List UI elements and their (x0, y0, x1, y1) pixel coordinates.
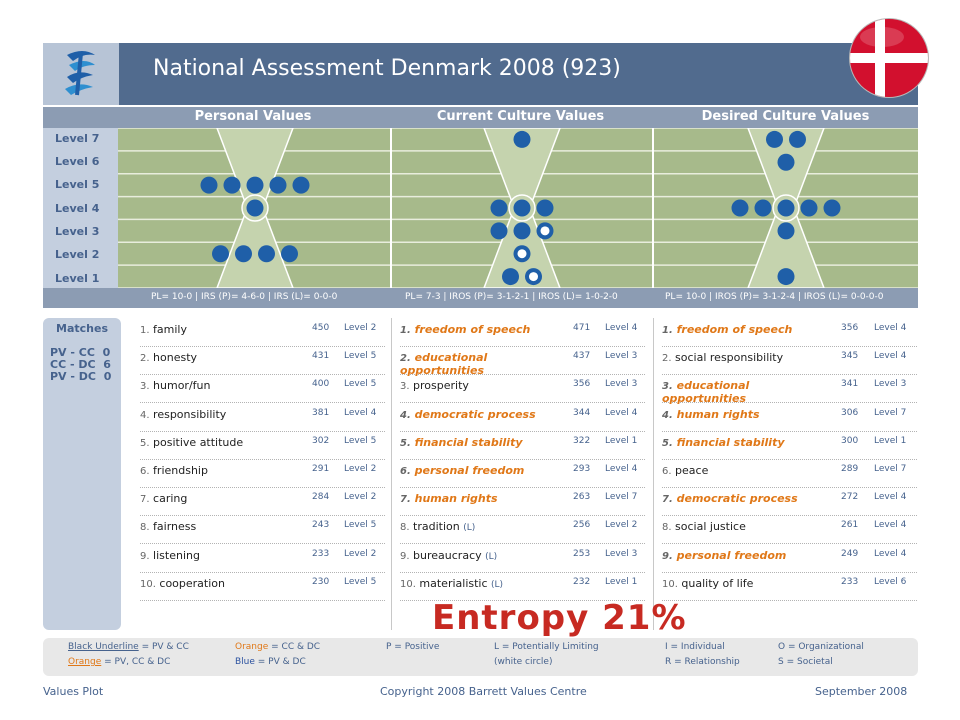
value-name (140, 380, 308, 393)
value-level: Level 1 (605, 435, 638, 446)
positive-value-dot (824, 200, 841, 217)
value-rank: 6. (400, 466, 411, 477)
value-votes: 289 (841, 464, 859, 474)
denmark-flag-icon (848, 17, 930, 99)
header-bar (43, 43, 918, 105)
legend-organizational: O = Organizational (778, 642, 864, 652)
legend-key: Orange (68, 657, 102, 667)
legend-key: Black Underline (68, 642, 139, 652)
value-level: Level 7 (605, 492, 638, 503)
footer-date: September 2008 (815, 685, 908, 698)
value-label: freedom of speech (676, 323, 793, 336)
value-level: Level 4 (605, 407, 638, 418)
value-rank: 3. (662, 381, 673, 393)
level-label: Level 6 (55, 155, 100, 168)
positive-value-dot (766, 131, 783, 148)
positive-value-dot (755, 200, 772, 217)
value-row (662, 403, 917, 432)
value-name (662, 352, 837, 365)
value-votes: 233 (841, 576, 859, 587)
footer-copyright: Copyright 2008 Barrett Values Centre (380, 685, 587, 698)
value-name (662, 521, 837, 534)
value-name (400, 578, 569, 591)
value-votes: 263 (573, 492, 591, 503)
value-row (140, 346, 385, 375)
value-rank: 2. (662, 353, 672, 365)
value-row (400, 487, 645, 516)
positive-value-dot (502, 268, 519, 285)
value-label: democratic process (676, 492, 798, 506)
value-row (662, 346, 917, 375)
value-level: Level 2 (344, 464, 377, 474)
value-rank: 7. (662, 494, 673, 506)
column-divider (653, 318, 654, 630)
pl-summary-desired: PL= 10-0 | IROS (P)= 3-1-2-4 | IROS (L)= 0-0-0-0 (665, 292, 884, 302)
value-level: Level 2 (344, 323, 377, 333)
value-rank: 8. (140, 522, 150, 534)
value-votes: 302 (312, 435, 330, 446)
value-level: Level 5 (344, 351, 377, 362)
list-end-rule (662, 600, 917, 601)
value-rank: 2. (140, 353, 150, 365)
value-level: Level 4 (605, 323, 638, 333)
value-level: Level 3 (874, 379, 907, 390)
value-row (140, 544, 385, 573)
value-votes: 249 (841, 548, 859, 559)
value-level: Level 2 (344, 548, 377, 559)
entropy-label: Entropy 21% (432, 598, 687, 638)
value-votes: 381 (312, 407, 330, 418)
legend-desc: = PV, CC & DC (101, 657, 171, 667)
value-rank: 4. (140, 409, 150, 421)
values-plot-svg (118, 128, 918, 288)
level-labels (43, 128, 118, 288)
level-label: Level 3 (55, 225, 100, 238)
value-name (400, 380, 569, 393)
value-row (662, 374, 917, 406)
value-row (662, 459, 917, 488)
value-name (662, 409, 837, 422)
value-tag: (L) (463, 523, 476, 534)
legend-societal: S = Societal (778, 657, 833, 667)
value-votes: 431 (312, 351, 330, 362)
value-votes: 345 (841, 351, 859, 362)
value-level: Level 4 (605, 464, 638, 474)
legend-blue (235, 657, 306, 667)
value-label: prosperity (413, 379, 469, 393)
value-row (140, 374, 385, 403)
legend-panel (43, 638, 918, 676)
value-rank: 4. (662, 409, 673, 421)
value-votes: 344 (573, 407, 591, 418)
value-level: Level 7 (874, 407, 907, 418)
value-label: freedom of speech (414, 323, 531, 336)
match-row (50, 370, 111, 383)
value-label: humor/fun (153, 379, 211, 393)
value-rank: 5. (140, 437, 150, 449)
value-name (140, 409, 308, 422)
value-name (662, 550, 837, 563)
value-label: friendship (153, 464, 208, 477)
value-votes: 322 (573, 435, 591, 446)
pl-summary-current: PL= 7-3 | IROS (P)= 3-1-2-1 | IROS (L)= 1-0-2-0 (405, 292, 618, 302)
value-rank: 5. (662, 437, 673, 449)
value-votes: 293 (573, 464, 591, 474)
value-row (662, 318, 917, 347)
value-name (400, 521, 569, 534)
value-level: Level 4 (874, 548, 907, 559)
value-label: personal freedom (414, 464, 525, 477)
positive-value-dot (235, 245, 252, 262)
value-level: Level 1 (605, 576, 638, 587)
value-label: educational opportunities (400, 351, 488, 378)
column-divider (391, 318, 392, 630)
value-name (140, 493, 308, 506)
column-header-current: Current Culture Values (436, 109, 605, 124)
pl-summary-bar (43, 288, 918, 308)
pl-summary-personal: PL= 10-0 | IRS (P)= 4-6-0 | IRS (L)= 0-0-0 (151, 292, 338, 302)
value-level: Level 5 (344, 435, 377, 446)
value-row (400, 544, 645, 573)
value-level: Level 3 (605, 351, 638, 362)
value-label: positive attitude (153, 435, 244, 449)
positive-value-dot (778, 222, 795, 239)
value-level: Level 4 (874, 351, 907, 362)
value-rank: 8. (662, 522, 672, 534)
positive-value-dot (514, 222, 531, 239)
value-row (140, 572, 385, 601)
value-name (662, 578, 837, 591)
value-votes: 261 (841, 520, 859, 531)
value-votes: 272 (841, 492, 859, 503)
positive-value-dot (801, 200, 818, 217)
value-rank: 7. (400, 494, 411, 506)
value-label: tradition (413, 520, 460, 534)
legend-key: Blue (235, 657, 255, 667)
positive-value-dot (270, 177, 287, 194)
value-label: social justice (675, 520, 746, 534)
positive-value-dot (778, 268, 795, 285)
value-label: personal freedom (676, 548, 787, 562)
value-row (662, 544, 917, 573)
value-rank: 5. (400, 437, 411, 449)
value-row (400, 374, 645, 403)
value-votes: 233 (312, 548, 330, 559)
limiting-value-dot-center (518, 249, 527, 258)
value-row (662, 431, 917, 460)
value-name (140, 465, 308, 478)
value-level: Level 1 (874, 435, 907, 446)
value-name (662, 437, 837, 450)
level-label: Level 4 (55, 202, 100, 215)
value-name (140, 437, 308, 450)
value-votes: 284 (312, 492, 330, 503)
value-row (140, 487, 385, 516)
legend-desc: = PV & CC (138, 642, 189, 652)
value-votes: 306 (841, 407, 859, 418)
legend-orange-all (68, 657, 170, 667)
value-name (400, 493, 569, 506)
value-votes: 230 (312, 576, 330, 587)
value-rank: 6. (662, 466, 672, 477)
value-label: social responsibility (675, 351, 784, 365)
value-level: Level 3 (605, 379, 638, 390)
value-name (662, 465, 837, 478)
value-rank: 10. (400, 578, 416, 590)
value-row (662, 515, 917, 544)
value-rank: 8. (400, 522, 410, 534)
level-label: Level 7 (55, 132, 100, 145)
value-label: listening (153, 548, 200, 562)
legend-positive: P = Positive (386, 642, 440, 652)
value-row (400, 459, 645, 488)
value-votes: 341 (841, 379, 859, 390)
legend-key: Orange (235, 642, 269, 652)
value-row (400, 318, 645, 347)
value-row (400, 431, 645, 460)
value-label: materialistic (419, 576, 488, 590)
value-label: democratic process (414, 407, 536, 421)
value-rank: 9. (140, 550, 150, 562)
value-rank: 1. (662, 325, 673, 336)
value-label: responsibility (153, 407, 227, 421)
value-row (662, 487, 917, 516)
value-votes: 256 (573, 520, 591, 531)
value-votes: 291 (312, 464, 330, 474)
column-header-desired: Desired Culture Values (701, 109, 870, 124)
value-tag: (L) (491, 579, 504, 590)
value-level: Level 4 (874, 520, 907, 531)
value-row (140, 431, 385, 460)
positive-value-dot (281, 245, 298, 262)
value-row (140, 403, 385, 432)
value-row (140, 318, 385, 347)
legend-orange-cc-dc (235, 642, 320, 652)
positive-value-dot (247, 177, 264, 194)
legend-individual: I = Individual (665, 642, 725, 652)
limiting-value-dot-center (541, 226, 550, 235)
value-name (140, 352, 308, 365)
value-rank: 9. (662, 550, 673, 562)
value-level: Level 2 (605, 520, 638, 531)
value-row (662, 572, 917, 601)
value-votes: 253 (573, 548, 591, 559)
match-value: 0 (103, 370, 112, 383)
footer-left: Values Plot (43, 685, 104, 698)
value-votes: 356 (841, 323, 859, 333)
match-label: PV - CC (50, 346, 95, 359)
value-level: Level 3 (605, 548, 638, 559)
value-name (662, 493, 837, 506)
value-rank: 9. (400, 550, 410, 562)
value-name (400, 324, 569, 337)
value-level: Level 5 (344, 576, 377, 587)
value-rank: 1. (400, 325, 411, 336)
value-rank: 4. (400, 409, 411, 421)
value-label: cooperation (159, 576, 225, 590)
positive-value-dot (293, 177, 310, 194)
value-level: Level 5 (344, 379, 377, 390)
match-label: CC - DC (50, 358, 96, 371)
value-level: Level 2 (344, 492, 377, 503)
value-row (400, 346, 645, 378)
value-name (400, 465, 569, 478)
value-label: honesty (153, 351, 198, 365)
value-level: Level 6 (874, 576, 907, 587)
value-label: human rights (676, 407, 760, 421)
value-rank: 10. (140, 578, 156, 590)
value-label: financial stability (414, 435, 523, 449)
value-label: financial stability (676, 435, 785, 449)
legend-limiting: L = Potentially Limiting (494, 642, 599, 652)
value-name (140, 550, 308, 563)
value-votes: 450 (312, 323, 330, 333)
value-row (400, 515, 645, 544)
match-label: PV - DC (50, 370, 97, 383)
value-level: Level 4 (344, 407, 377, 418)
legend-desc: = PV & DC (254, 657, 306, 667)
positive-value-dot (491, 222, 508, 239)
positive-value-dot (201, 177, 218, 194)
positive-value-dot (732, 200, 749, 217)
positive-value-dot (247, 200, 264, 217)
value-label: peace (675, 464, 709, 477)
value-level: Level 4 (874, 492, 907, 503)
value-label: caring (153, 492, 188, 506)
level-label: Level 1 (55, 272, 100, 285)
value-label: family (153, 323, 187, 336)
value-label: educational opportunities (662, 379, 750, 406)
value-label: bureaucracy (413, 548, 482, 562)
positive-value-dot (224, 177, 241, 194)
value-name (400, 437, 569, 450)
positive-value-dot (212, 245, 229, 262)
value-label: human rights (414, 492, 498, 506)
value-name (140, 521, 308, 534)
value-name (662, 324, 837, 337)
value-level: Level 7 (874, 464, 907, 474)
value-row (400, 572, 645, 601)
value-name (140, 578, 308, 591)
value-rank: 2. (400, 353, 411, 365)
positive-value-dot (778, 154, 795, 171)
value-rank: 7. (140, 494, 150, 506)
value-name (400, 409, 569, 422)
column-header-personal: Personal Values (194, 109, 312, 124)
value-level: Level 5 (344, 520, 377, 531)
list-end-rule (140, 600, 385, 601)
positive-value-dot (789, 131, 806, 148)
legend-limiting-note: (white circle) (494, 657, 553, 667)
value-votes: 243 (312, 520, 330, 531)
positive-value-dot (514, 200, 531, 217)
logo (43, 43, 119, 105)
positive-value-dot (258, 245, 275, 262)
value-name (140, 324, 308, 337)
barrett-logo-icon (43, 43, 119, 105)
value-rank: 3. (400, 381, 410, 393)
value-row (140, 459, 385, 488)
legend-relationship: R = Relationship (665, 657, 740, 667)
level-label: Level 5 (55, 178, 100, 191)
value-tag: (L) (485, 551, 498, 562)
value-name (400, 550, 569, 563)
value-row (400, 403, 645, 432)
value-row (140, 515, 385, 544)
value-votes: 300 (841, 435, 859, 446)
legend-black-underline (68, 642, 189, 652)
value-votes: 400 (312, 379, 330, 390)
value-votes: 232 (573, 576, 591, 587)
value-rank: 10. (662, 578, 678, 590)
match-value: 0 (102, 346, 111, 359)
value-label: fairness (153, 520, 197, 534)
matches-title: Matches (56, 322, 108, 335)
limiting-value-dot-center (529, 272, 538, 281)
positive-value-dot (514, 131, 531, 148)
value-votes: 437 (573, 351, 591, 362)
positive-value-dot (537, 200, 554, 217)
value-votes: 356 (573, 379, 591, 390)
value-votes: 471 (573, 323, 591, 333)
value-rank: 6. (140, 466, 150, 477)
positive-value-dot (491, 200, 508, 217)
positive-value-dot (778, 200, 795, 217)
value-level: Level 4 (874, 323, 907, 333)
value-rank: 3. (140, 381, 150, 393)
level-label: Level 2 (55, 248, 100, 261)
legend-desc: = CC & DC (268, 642, 321, 652)
column-header-bar (43, 107, 918, 128)
value-label: quality of life (681, 576, 754, 590)
matches-panel (43, 318, 121, 630)
value-rank: 1. (140, 325, 150, 336)
values-plot (118, 128, 918, 288)
match-value: 6 (103, 358, 111, 371)
page-title: National Assessment Denmark 2008 (923) (153, 56, 621, 81)
